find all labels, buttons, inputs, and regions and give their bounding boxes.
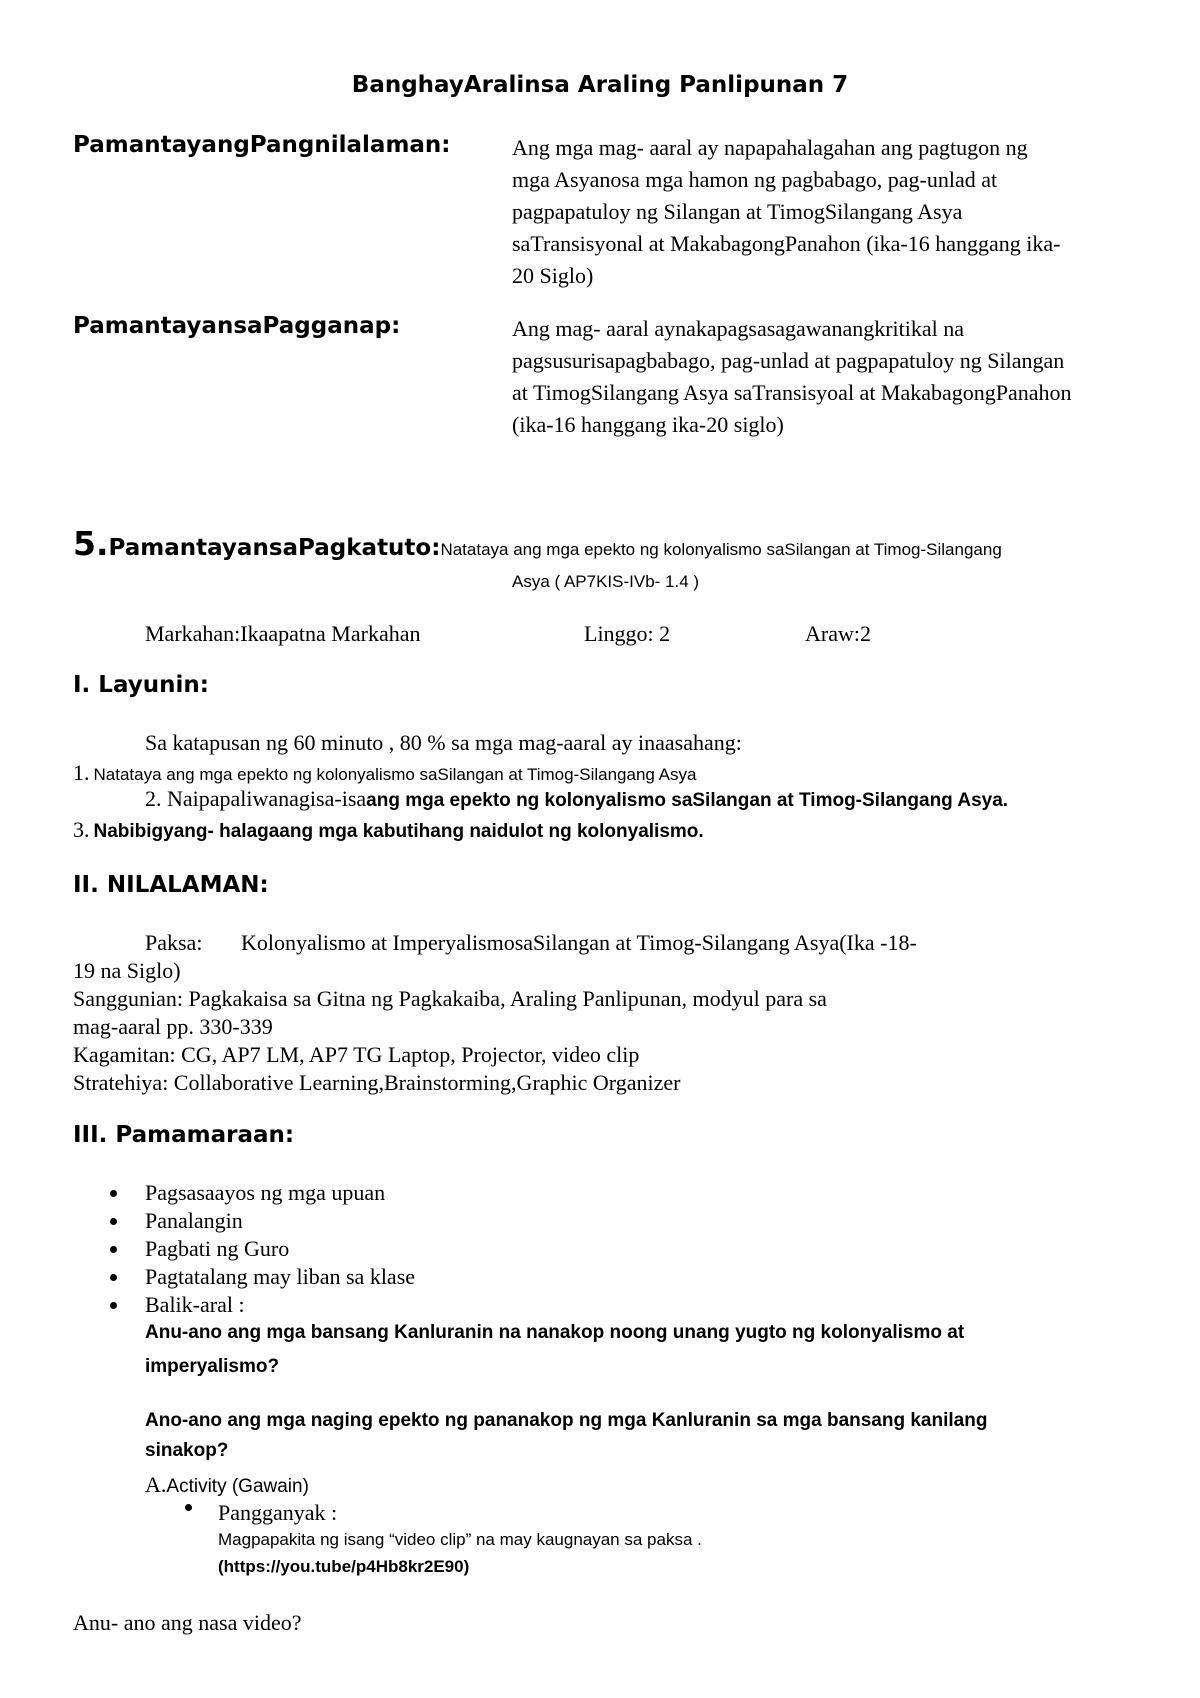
section-heading-layunin: I. Layunin: [73, 672, 209, 698]
video-link[interactable]: (https://you.tube/p4Hb8kr2E90) [218, 1557, 470, 1576]
layunin-item-1-num: 1. [73, 760, 90, 785]
content-standard-line-1: Ang mga mag- aaral ay napapahalagahan ang pagtugon ng [512, 135, 1028, 160]
learning-text: Natataya ang mga epekto ng kolonyalismo saSilangan at Timog-Silangang [440, 540, 1002, 559]
paksa-label: Paksa: [145, 930, 203, 955]
bullet-icon [110, 1246, 117, 1253]
stratehiya: Stratehiya: Collaborative Learning,Brainstorming,Graphic Organizer [73, 1070, 681, 1095]
layunin-item-2-bold: ang mga epekto ng kolonyalismo saSilangan at Timog-Silangang Asya. [366, 790, 1009, 811]
linggo: Linggo: 2 [584, 621, 671, 646]
araw: Araw:2 [805, 621, 871, 646]
layunin-item-2 [145, 783, 1008, 815]
bullet-icon [110, 1274, 117, 1281]
learning-number: 5. [73, 524, 109, 563]
page-title: BanghayAralinsa Araling Panlipunan 7 [351, 72, 849, 98]
bullet-icon [185, 1504, 192, 1511]
sanggunian-line-1: Sanggunian: Pagkakaisa sa Gitna ng Pagkakaiba, Araling Panlipunan, modyul para sa [73, 986, 827, 1011]
balik-aral-question-1-line-1: Anu-ano ang mga bansang Kanluranin na nanakop noong unang yugto ng kolonyalismo at [145, 1322, 965, 1343]
kagamitan: Kagamitan: CG, AP7 LM, AP7 TG Laptop, Projector, video clip [73, 1042, 640, 1067]
pamamaraan-item-5: Balik-aral : [145, 1292, 245, 1317]
layunin-item-3-num: 3. [73, 817, 90, 842]
activity-label: Activity (Gawain) [166, 1476, 309, 1497]
section-heading-nilalaman: II. NILALAMAN: [73, 872, 269, 898]
layunin-item-1-text: Natataya ang mga epekto ng kolonyalismo saSilangan at Timog-Silangang Asya [93, 765, 697, 784]
paksa-text-cont: 19 na Siglo) [73, 958, 181, 983]
pamamaraan-item-4: Pagtatalang may liban sa klase [145, 1264, 416, 1289]
pamamaraan-item-3: Pagbati ng Guro [145, 1236, 290, 1261]
closing-question: Anu- ano ang nasa video? [73, 1610, 302, 1635]
balik-aral-question-2-line-1: Ano-ano ang mga naging epekto ng pananakop ng mga Kanluranin sa mga bansang kanilang [145, 1410, 988, 1431]
pamamaraan-item-2: Panalangin [145, 1208, 243, 1233]
performance-standard-line-3: at TimogSilangang Asya saTransisyoal at MakabagongPanahon [512, 380, 1072, 405]
learning-label: PamantayansaPagkatuto: [108, 535, 441, 561]
activity-prefix: A. [145, 1472, 167, 1497]
content-standard-label: PamantayangPangnilalaman: [73, 132, 451, 158]
layunin-item-2-plain: 2. Naipapaliwanagisa-isa [145, 786, 367, 811]
performance-standard-line-4: (ika-16 hanggang ika-20 siglo) [512, 412, 784, 437]
content-standard-line-2: mga Asyanosa mga hamon ng pagbabago, pag-unlad at [512, 167, 998, 192]
pamamaraan-item-1: Pagsasaayos ng mga upuan [145, 1180, 386, 1205]
pangganyak-text: Magpapakita ng isang “video clip” na may kaugnayan sa paksa . [218, 1530, 702, 1549]
content-standard-line-5: 20 Siglo) [512, 263, 594, 288]
paksa-text: Kolonyalismo at ImperyalismosaSilangan at Timog-Silangang Asya(Ika -18- [241, 930, 917, 955]
layunin-item-3-text: Nabibigyang- halagaang mga kabutihang naidulot ng kolonyalismo. [93, 821, 704, 842]
section-heading-pamamaraan: III. Pamamaraan: [73, 1122, 295, 1148]
bullet-icon [110, 1190, 117, 1197]
bullet-icon [110, 1302, 117, 1309]
layunin-intro: Sa katapusan ng 60 minuto , 80 % sa mga mag-aaral ay inaasahang: [145, 730, 742, 755]
layunin-item-3 [73, 814, 704, 846]
pangganyak-label: Pangganyak : [218, 1500, 338, 1525]
performance-standard-line-2: pagsusurisapagbabago, pag-unlad at pagpapatuloy ng Silangan [512, 348, 1065, 373]
performance-standard-label: PamantayansaPagganap: [73, 313, 401, 339]
learning-text-cont: Asya ( AP7KIS-IVb- 1.4 ) [512, 572, 700, 591]
bullet-icon [110, 1218, 117, 1225]
balik-aral-question-1-line-2: imperyalismo? [145, 1356, 280, 1377]
balik-aral-question-2-line-2: sinakop? [145, 1440, 229, 1461]
sanggunian-line-2: mag-aaral pp. 330-339 [73, 1014, 273, 1039]
markahan: Markahan:Ikaapatna Markahan [145, 621, 421, 646]
learning-competency [73, 524, 1002, 563]
content-standard-line-4: saTransisyonal at MakabagongPanahon (ika-16 hanggang ika- [512, 231, 1061, 256]
performance-standard-line-1: Ang mag- aaral aynakapagsasagawanangkritikal na [512, 316, 965, 341]
content-standard-line-3: pagpapatuloy ng Silangan at TimogSilangang Asya [512, 199, 963, 224]
